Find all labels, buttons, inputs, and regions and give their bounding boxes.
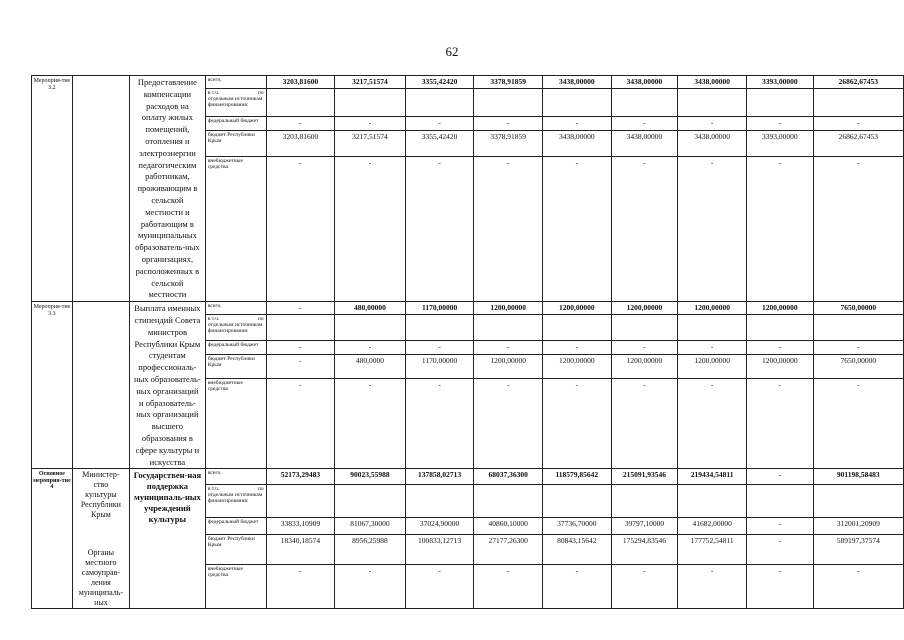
empty-cell xyxy=(678,89,747,117)
incl-label: в т.ч. xyxy=(207,315,220,322)
page-number: 62 xyxy=(445,44,459,59)
empty-cell xyxy=(813,484,903,517)
empty-cell xyxy=(405,314,474,340)
value-cell: 8956,25988 xyxy=(335,534,406,564)
value-cell: 3378,91859 xyxy=(474,131,543,156)
incl-rest-label: отдельным источникам финансирования: xyxy=(207,491,263,504)
value-cell: 7650,00000 xyxy=(813,354,903,378)
value-cell: - xyxy=(335,564,406,609)
incl-po-label: по xyxy=(257,485,264,492)
value-cell: 41682,00000 xyxy=(678,517,747,534)
empty-cell xyxy=(474,314,543,340)
value-cell: - xyxy=(746,341,813,355)
value-cell: 137858,02713 xyxy=(405,469,474,485)
value-cell: 3393,00000 xyxy=(746,131,813,156)
value-cell: 3438,00000 xyxy=(678,76,747,89)
source-label-incl xyxy=(205,89,266,117)
value-cell: - xyxy=(405,117,474,131)
empty-cell xyxy=(746,89,813,117)
value-cell: - xyxy=(335,156,406,301)
value-cell: 40860,10000 xyxy=(474,517,543,534)
empty-cell xyxy=(266,314,335,340)
measure-code: Основное мероприя-тие 4 xyxy=(32,469,73,609)
value-cell: - xyxy=(678,378,747,468)
empty-cell xyxy=(335,314,406,340)
value-cell: - xyxy=(746,117,813,131)
value-cell: - xyxy=(266,302,335,315)
value-cell: 37024,90000 xyxy=(405,517,474,534)
value-cell: - xyxy=(813,378,903,468)
source-label-budget_rk: бюджет Республики Крым xyxy=(205,354,266,378)
value-cell: 3438,00000 xyxy=(543,76,612,89)
value-cell: - xyxy=(746,156,813,301)
financing-table xyxy=(31,75,904,609)
value-cell: 26862,67453 xyxy=(813,76,903,89)
value-cell: 589197,37574 xyxy=(813,534,903,564)
value-cell: - xyxy=(543,378,612,468)
incl-label: в т.ч. xyxy=(207,485,220,492)
empty-cell xyxy=(543,89,612,117)
empty-cell xyxy=(611,314,678,340)
value-cell: - xyxy=(813,564,903,609)
source-label-incl xyxy=(205,314,266,340)
value-cell: - xyxy=(474,378,543,468)
empty-cell xyxy=(746,314,813,340)
source-label-incl xyxy=(205,484,266,517)
empty-cell xyxy=(266,484,335,517)
empty-cell xyxy=(678,314,747,340)
empty-cell xyxy=(474,89,543,117)
value-cell: 3438,00000 xyxy=(678,131,747,156)
value-cell: - xyxy=(746,517,813,534)
empty-cell xyxy=(746,484,813,517)
incl-rest-label: отдельным источникам финансирования: xyxy=(207,321,263,334)
incl-po-label: по xyxy=(257,90,264,97)
value-cell: 312001,20909 xyxy=(813,517,903,534)
table-row xyxy=(32,76,904,89)
value-cell: - xyxy=(678,117,747,131)
value-cell: - xyxy=(405,378,474,468)
value-cell: 3438,00000 xyxy=(611,76,678,89)
value-cell: - xyxy=(611,156,678,301)
value-cell: 81067,30000 xyxy=(335,517,406,534)
source-label-extra: внебюджетные средства xyxy=(205,156,266,301)
value-cell: 100833,12713 xyxy=(405,534,474,564)
value-cell: 26862,67453 xyxy=(813,131,903,156)
value-cell: - xyxy=(746,534,813,564)
value-cell: 1200,00000 xyxy=(746,354,813,378)
source-label-federal: федеральный бюджет xyxy=(205,341,266,355)
incl-label: в т.ч. xyxy=(207,90,220,97)
empty-cell xyxy=(266,89,335,117)
empty-cell xyxy=(813,314,903,340)
value-cell: 1200,00000 xyxy=(543,354,612,378)
table-row xyxy=(32,469,904,485)
value-cell: - xyxy=(474,156,543,301)
empty-cell xyxy=(335,89,406,117)
empty-cell xyxy=(405,89,474,117)
value-cell: - xyxy=(746,378,813,468)
value-cell: - xyxy=(543,156,612,301)
measure-code: Мероприя-тие 3.3 xyxy=(32,302,73,469)
measure-code: Мероприя-тие 3.2 xyxy=(32,76,73,302)
value-cell: 901198,58483 xyxy=(813,469,903,485)
incl-rest-label: отдельным источникам финансирования: xyxy=(207,96,263,109)
value-cell: 3355,42420 xyxy=(405,131,474,156)
value-cell: 3217,51574 xyxy=(335,76,406,89)
executor-cell xyxy=(72,76,129,302)
value-cell: 1200,00000 xyxy=(543,302,612,315)
empty-cell xyxy=(678,484,747,517)
source-label-total: всего, xyxy=(205,76,266,89)
value-cell: - xyxy=(813,156,903,301)
source-label-budget_rk: бюджет Республики Крым xyxy=(205,534,266,564)
value-cell: - xyxy=(813,341,903,355)
empty-cell xyxy=(611,89,678,117)
value-cell: 480,0000 xyxy=(335,354,406,378)
value-cell: - xyxy=(335,117,406,131)
value-cell: 1200,00000 xyxy=(746,302,813,315)
value-cell: - xyxy=(611,378,678,468)
measure-name: Выплата именных стипендий Совета министров Республики Крым студентам профессиональ-ных образователь-ных организаций и образователь-ных организаций высшего образования в сфере культуры и искусства xyxy=(129,302,205,469)
value-cell: 3438,00000 xyxy=(611,131,678,156)
value-cell: - xyxy=(266,117,335,131)
table-row xyxy=(32,302,904,315)
measure-name: Предоставление компенсации расходов на оплату жилых помещений, отопления и электроэнергии педагогическим работникам, проживающим в сельской местности и работающим в муниципальных образователь-ных организациях, расположенных в сельской местности xyxy=(129,76,205,302)
value-cell: 219434,54811 xyxy=(678,469,747,485)
value-cell: 3378,91859 xyxy=(474,76,543,89)
empty-cell xyxy=(405,484,474,517)
empty-cell xyxy=(611,484,678,517)
value-cell: 33833,10909 xyxy=(266,517,335,534)
value-cell: 1200,00000 xyxy=(611,354,678,378)
value-cell: - xyxy=(335,341,406,355)
source-label-extra: внебюджетные средства xyxy=(205,564,266,609)
value-cell: - xyxy=(474,564,543,609)
value-cell: 1200,00000 xyxy=(678,354,747,378)
value-cell: - xyxy=(746,469,813,485)
source-label-extra: внебюджетные средства xyxy=(205,378,266,468)
value-cell: - xyxy=(266,378,335,468)
empty-cell xyxy=(543,484,612,517)
value-cell: - xyxy=(335,378,406,468)
value-cell: - xyxy=(813,117,903,131)
measure-name: Государствен-ная поддержка муниципаль-ных учреждений культуры xyxy=(129,469,205,609)
empty-cell xyxy=(335,484,406,517)
value-cell: - xyxy=(474,117,543,131)
value-cell: 215091,93546 xyxy=(611,469,678,485)
value-cell: 18340,18574 xyxy=(266,534,335,564)
value-cell: - xyxy=(474,341,543,355)
value-cell: - xyxy=(678,564,747,609)
value-cell: 27177,26300 xyxy=(474,534,543,564)
executor-primary: Министер-ство культуры Республики Крым xyxy=(80,470,121,520)
value-cell: 1200,00000 xyxy=(678,302,747,315)
executor-cell xyxy=(72,302,129,469)
value-cell: 1200,00000 xyxy=(611,302,678,315)
source-label-federal: федеральный бюджет xyxy=(205,517,266,534)
value-cell: - xyxy=(266,354,335,378)
value-cell: 3393,00000 xyxy=(746,76,813,89)
value-cell: 1170,00000 xyxy=(405,354,474,378)
source-label-federal: федеральный бюджет xyxy=(205,117,266,131)
value-cell: 39797,10000 xyxy=(611,517,678,534)
value-cell: - xyxy=(266,341,335,355)
source-label-budget_rk: бюджет Республики Крым xyxy=(205,131,266,156)
value-cell: 80843,15642 xyxy=(543,534,612,564)
value-cell: 175294,83546 xyxy=(611,534,678,564)
value-cell: 68037,36300 xyxy=(474,469,543,485)
value-cell: - xyxy=(746,564,813,609)
value-cell: 3355,42420 xyxy=(405,76,474,89)
value-cell: - xyxy=(678,156,747,301)
value-cell: - xyxy=(611,341,678,355)
empty-cell xyxy=(543,314,612,340)
value-cell: 3438,00000 xyxy=(543,131,612,156)
value-cell: - xyxy=(405,341,474,355)
source-label-total: всего, xyxy=(205,469,266,485)
value-cell: 3203,81600 xyxy=(266,76,335,89)
value-cell: - xyxy=(405,156,474,301)
value-cell: 118579,85642 xyxy=(543,469,612,485)
value-cell: 3217,51574 xyxy=(335,131,406,156)
empty-cell xyxy=(813,89,903,117)
value-cell: - xyxy=(543,341,612,355)
value-cell: 90023,55988 xyxy=(335,469,406,485)
value-cell: 480,00000 xyxy=(335,302,406,315)
empty-cell xyxy=(474,484,543,517)
value-cell: 37736,70000 xyxy=(543,517,612,534)
value-cell: 3203,81600 xyxy=(266,131,335,156)
value-cell: - xyxy=(266,564,335,609)
value-cell: 1200,00000 xyxy=(474,302,543,315)
value-cell: 52173,29483 xyxy=(266,469,335,485)
value-cell: 1170,00000 xyxy=(405,302,474,315)
incl-po-label: по xyxy=(257,315,264,322)
value-cell: - xyxy=(266,156,335,301)
executor-cell xyxy=(72,469,129,609)
value-cell: - xyxy=(678,341,747,355)
value-cell: - xyxy=(405,564,474,609)
value-cell: 1200,00000 xyxy=(474,354,543,378)
value-cell: - xyxy=(543,564,612,609)
value-cell: 7650,00000 xyxy=(813,302,903,315)
source-label-total: всего, xyxy=(205,302,266,315)
value-cell: - xyxy=(611,117,678,131)
value-cell: - xyxy=(611,564,678,609)
executor-secondary: Органы местного самоуправ-ления муниципаль-ных xyxy=(78,548,124,608)
value-cell: 177752,54811 xyxy=(678,534,747,564)
value-cell: - xyxy=(543,117,612,131)
